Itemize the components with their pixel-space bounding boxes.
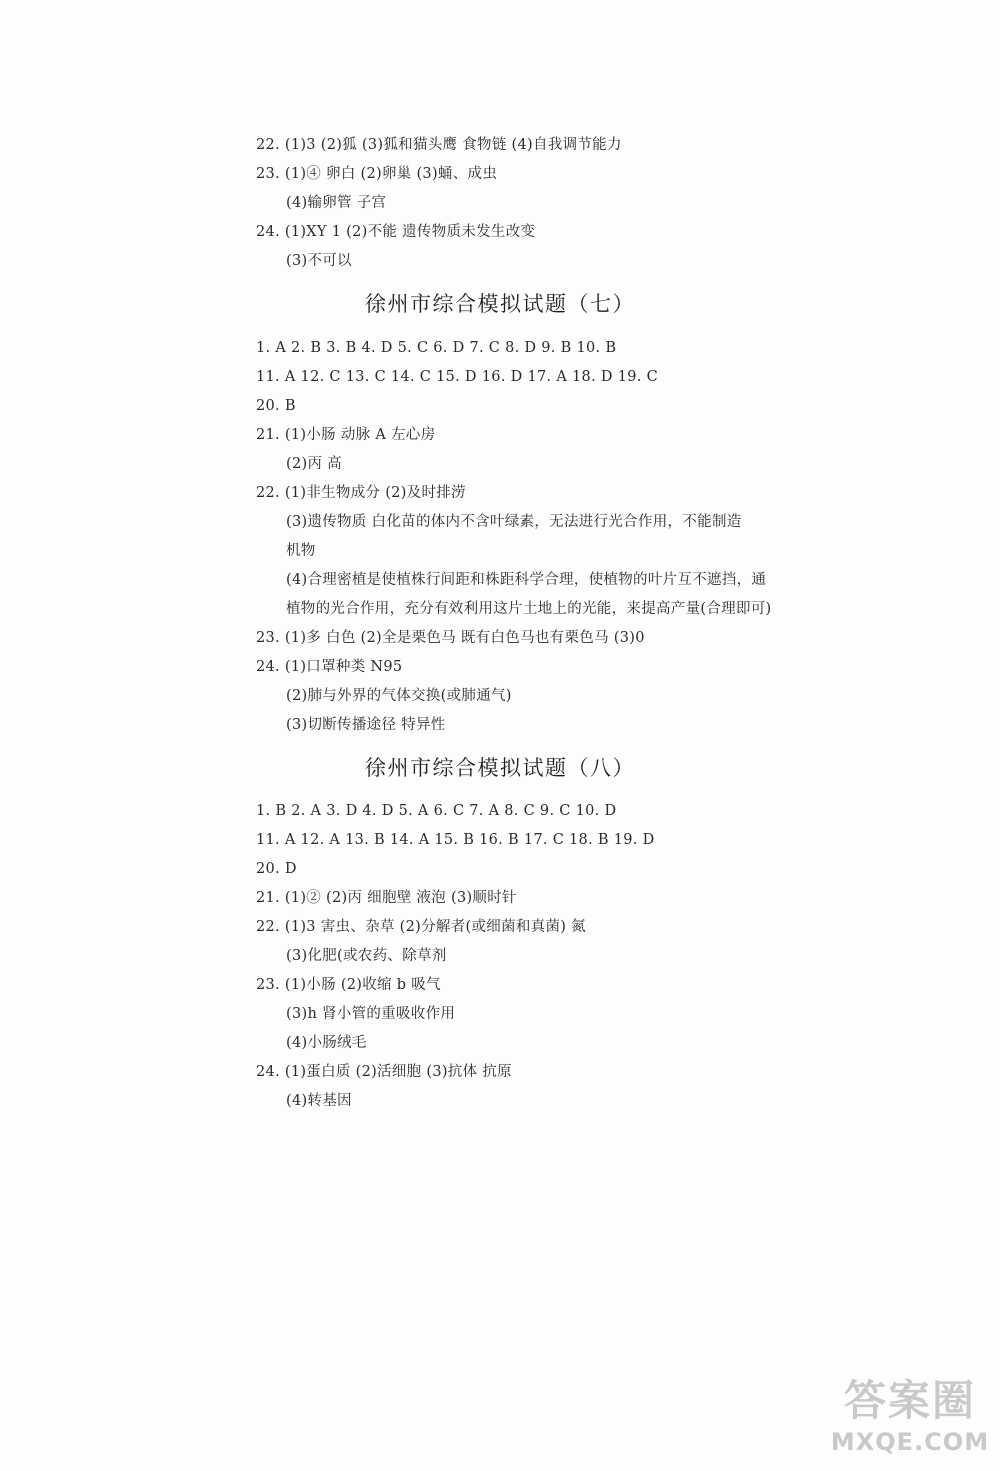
answer-line: 1. B 2. A 3. D 4. D 5. A 6. C 7. A 8. C 9. C 10. D [256,803,617,819]
answer-line: 24. (1)蛋白质 (2)活细胞 (3)抗体 抗原 [256,1064,512,1080]
answer-line: 21. (1)② (2)丙 细胞壁 液泡 (3)顺时针 [256,890,517,906]
answer-line: (2)丙 高 [286,456,342,472]
answer-line: (4)输卵管 子宫 [286,195,387,211]
answer-line: (4)小肠绒毛 [286,1035,367,1051]
answer-line: 22. (1)3 害虫、杂草 (2)分解者(或细菌和真菌) 氮 [256,919,586,935]
answer-line: (3)不可以 [286,253,352,269]
answer-line: 23. (1)④ 卵白 (2)卵巢 (3)蛹、成虫 [256,166,498,182]
answer-line: 20. D [256,861,297,877]
answer-line: 23. (1)小肠 (2)收缩 b 吸气 [256,977,441,993]
answer-line: (3)h 肾小管的重吸收作用 [286,1006,456,1022]
answer-line: 机物 [286,543,316,559]
section-title-8: 徐州市综合模拟试题（八） [365,756,635,780]
answer-line: (3)遗传物质 白化苗的体内不含叶绿素，无法进行光合作用，不能制造 [286,514,742,530]
answer-line: 植物的光合作用，充分有效利用这片土地上的光能，来提高产量(合理即可) [286,601,772,617]
watermark-site: MXQE.COM [830,1428,990,1456]
answer-line: (3)化肥(或农药、除草剂 [286,948,447,964]
answer-line: 11. A 12. C 13. C 14. C 15. D 16. D 17. A 18. D 19. C [256,369,658,385]
answer-line: (4)转基因 [286,1093,352,1109]
watermark-logo: 答案圈 [843,1376,976,1425]
answer-line: 23. (1)多 白色 (2)全是栗色马 既有白色马也有栗色马 (3)0 [256,630,645,646]
answer-line: (3)切断传播途径 特异性 [286,717,446,733]
watermark [820,1375,1000,1471]
answer-line: 22. (1)3 (2)狐 (3)狐和猫头鹰 食物链 (4)自我调节能力 [256,137,622,153]
answer-line: 20. B [256,398,296,414]
answer-line: (2)肺与外界的气体交换(或肺通气) [286,688,512,704]
answer-line: 1. A 2. B 3. B 4. D 5. C 6. D 7. C 8. D 9. B 10. B [256,340,617,356]
answer-line: 11. A 12. A 13. B 14. A 15. B 16. B 17. C 18. B 19. D [256,832,655,848]
answer-line: 22. (1)非生物成分 (2)及时排涝 [256,485,466,501]
section-title-7: 徐州市综合模拟试题（七） [365,292,635,316]
answer-line: (4)合理密植是使植株行间距和株距科学合理，使植物的叶片互不遮挡，通 [286,572,767,588]
answer-line: 24. (1)XY 1 (2)不能 遗传物质未发生改变 [256,224,536,240]
answer-line: 21. (1)小肠 动脉 A 左心房 [256,427,436,443]
answer-line: 24. (1)口罩种类 N95 [256,659,403,675]
